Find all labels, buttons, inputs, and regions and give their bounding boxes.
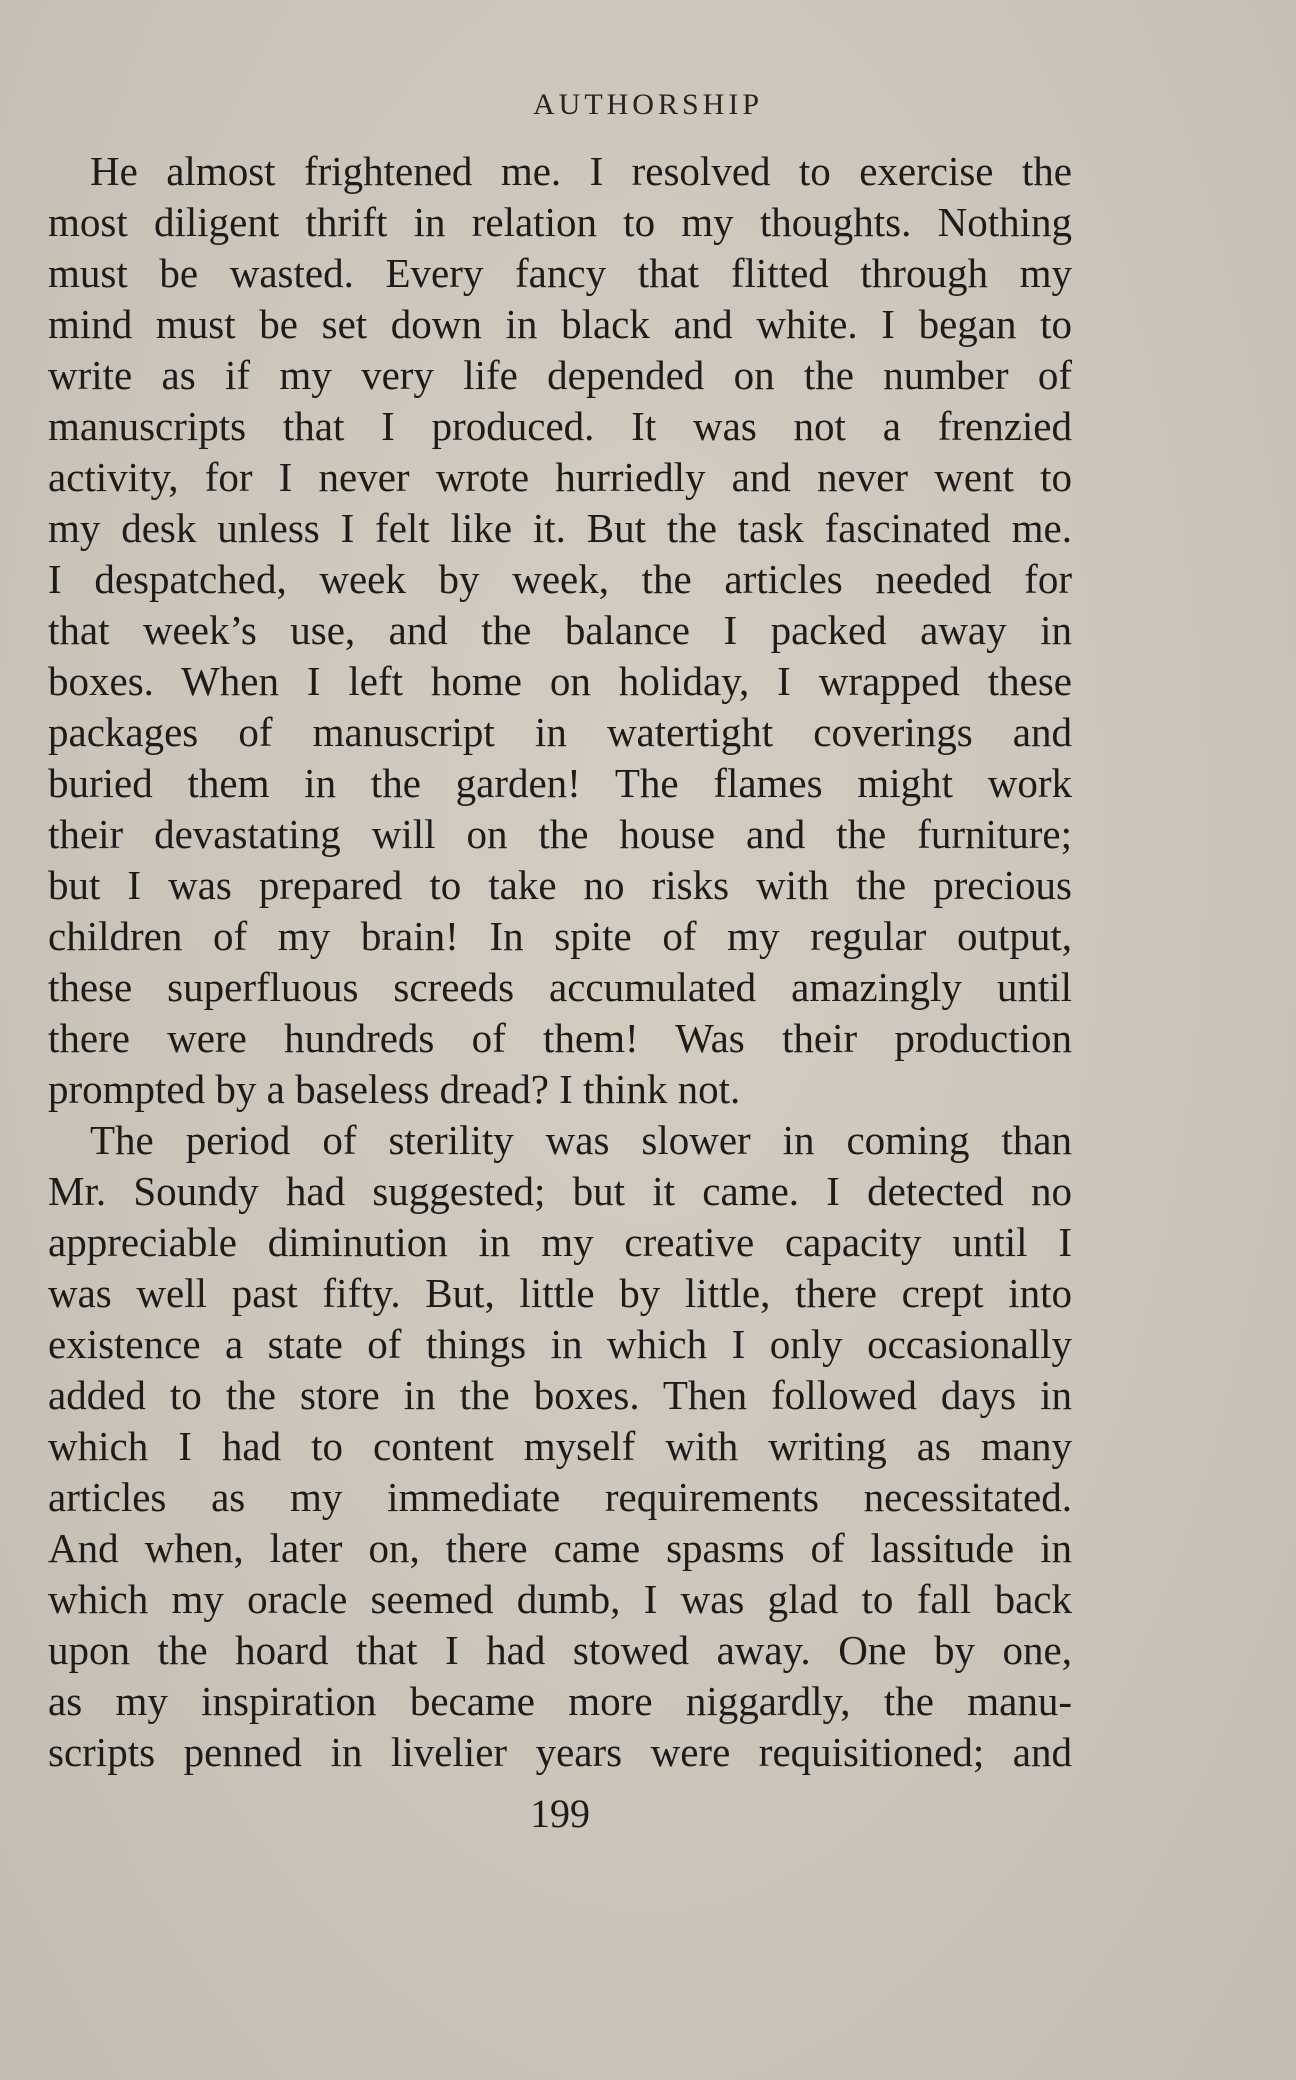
text-line: buried them in the garden! The flames might work xyxy=(48,760,1072,806)
body-text xyxy=(48,146,1072,1778)
text-line: existence a state of things in which I only occasionally xyxy=(48,1321,1072,1367)
text-line: which I had to content myself with writing as many xyxy=(48,1423,1072,1469)
text-line: my desk unless I felt like it. But the task fascinated me. xyxy=(48,505,1072,551)
text-line: added to the store in the boxes. Then followed days in xyxy=(48,1372,1072,1418)
text-line: most diligent thrift in relation to my thoughts. Nothing xyxy=(48,199,1072,245)
text-line: write as if my very life depended on the number of xyxy=(48,352,1072,398)
text-line: mind must be set down in black and white. I began to xyxy=(48,301,1072,347)
text-line: must be wasted. Every fancy that flitted through my xyxy=(48,250,1072,296)
page-number: 199 xyxy=(530,1791,590,1836)
text-line: I despatched, week by week, the articles needed for xyxy=(48,556,1072,602)
text-line: these superfluous screeds accumulated amazingly until xyxy=(48,964,1072,1010)
text-line: their devastating will on the house and the furniture; xyxy=(48,811,1072,857)
text-line: The period of sterility was slower in coming than xyxy=(90,1117,1072,1163)
running-head: AUTHORSHIP xyxy=(532,88,764,121)
text-line: upon the hoard that I had stowed away. One by one, xyxy=(48,1627,1072,1673)
text-line: activity, for I never wrote hurriedly and never went to xyxy=(48,454,1072,500)
text-line: He almost frightened me. I resolved to exercise the xyxy=(90,148,1072,194)
text-line: packages of manuscript in watertight coverings and xyxy=(48,709,1072,755)
text-line: prompted by a baseless dread? I think not. xyxy=(48,1066,741,1112)
text-line: children of my brain! In spite of my regular output, xyxy=(48,913,1072,959)
text-line: which my oracle seemed dumb, I was glad to fall back xyxy=(48,1576,1072,1622)
text-line: was well past fifty. But, little by little, there crept into xyxy=(48,1270,1072,1316)
text-line: as my inspiration became more niggardly, the manu- xyxy=(48,1678,1072,1724)
text-line: manuscripts that I produced. It was not a frenzied xyxy=(48,403,1072,449)
text-line: there were hundreds of them! Was their production xyxy=(48,1015,1072,1061)
text-line: scripts penned in livelier years were requisitioned; and xyxy=(48,1729,1072,1775)
text-line: And when, later on, there came spasms of lassitude in xyxy=(48,1525,1072,1571)
text-line: but I was prepared to take no risks with the precious xyxy=(48,862,1072,908)
text-line: Mr. Soundy had suggested; but it came. I detected no xyxy=(48,1168,1072,1214)
text-line: articles as my immediate requirements necessitated. xyxy=(48,1474,1072,1520)
text-line: that week’s use, and the balance I packed away in xyxy=(48,607,1072,653)
text-line: appreciable diminution in my creative capacity until I xyxy=(48,1219,1072,1265)
text-line: boxes. When I left home on holiday, I wrapped these xyxy=(48,658,1072,704)
